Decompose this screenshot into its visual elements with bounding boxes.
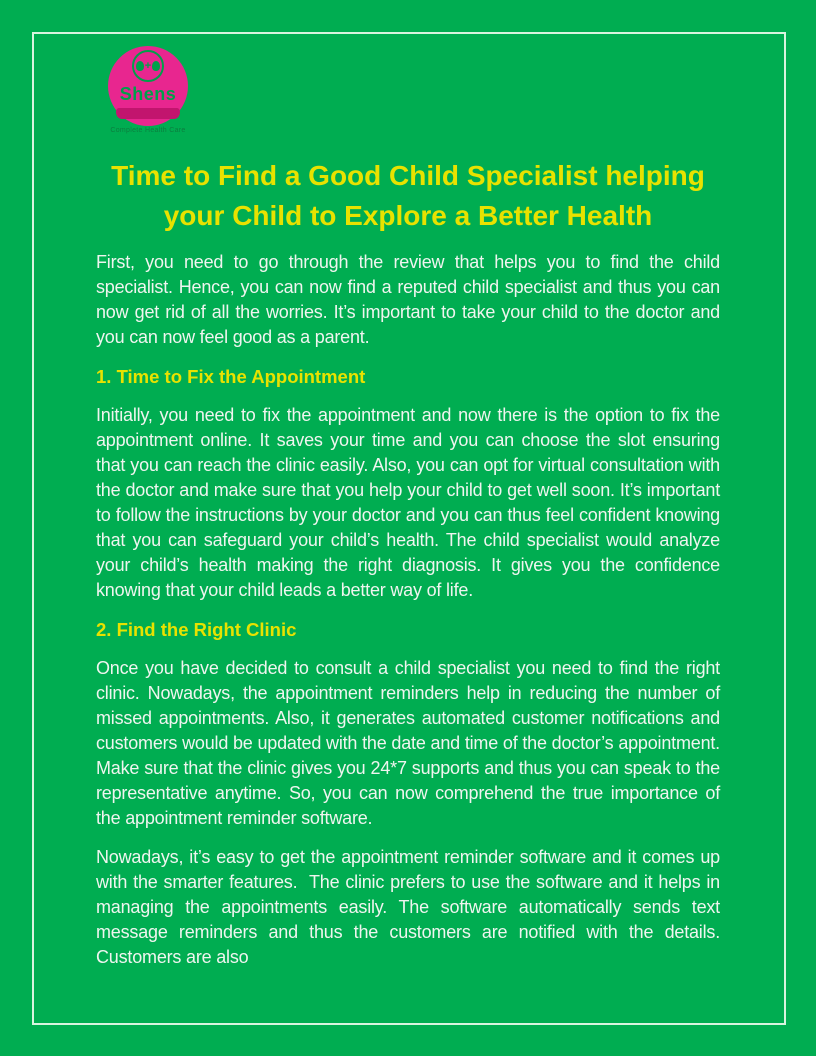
logo-emblem-left-shape: [136, 61, 144, 71]
shens-logo: [102, 46, 194, 134]
logo-emblem-right-shape: [152, 61, 160, 71]
paragraph-fix-appointment: Initially, you need to fix the appointment and now there is the option to fix the appointment online. It saves your time and you can choose the slot ensuring that you can reach the clinic easily. Also, you can opt for virtual consultation with the doctor and make sure that you help your child to get well soon. It’s important to follow the instructions by your doctor and you can thus feel confident knowing that you can safeguard your child’s health. The child specialist would analyze your child’s health making the right diagnosis. It gives you the confidence knowing that your child leads a better way of life.: [96, 405, 720, 600]
logo-name: Shens: [119, 84, 177, 104]
logo-tagline: Complete Health Care: [110, 127, 186, 134]
logo-circle: [108, 46, 188, 126]
section-heading-2: 2. Find the Right Clinic: [96, 619, 297, 640]
page-title: Time to Find a Good Child Specialist helping your Child to Explore a Better Health: [111, 160, 705, 231]
plus-icon: +: [144, 59, 152, 72]
paragraph-intro: First, you need to go through the review that helps you to find the child specialist. Hence, you can now find a reputed child specialist and thus you can now get rid of all the worries. It’s important to take your child to the doctor and you can now feel good as a parent.: [96, 252, 720, 347]
paragraph-reminder-software: Nowadays, it’s easy to get the appointment reminder software and it comes up with the smarter features. The clinic prefers to use the software and it helps in managing the appointments easily. The software automatically sends text message reminders and thus the customers are notified with the details. Customers are also: [96, 847, 720, 967]
article-body: [96, 250, 720, 970]
logo-emblem-icon: [132, 50, 164, 82]
logo-banner-ribbon: [116, 108, 180, 119]
paragraph-right-clinic: Once you have decided to consult a child specialist you need to find the right clinic. Nowadays, the appointment reminders help in reducing the number of missed appointments. Also, it generates automated customer notifications and customers would be updated with the date and time of the doctor’s appointment. Make sure that the clinic gives you 24*7 supports and thus you can speak to the representative anytime. So, you can now comprehend the true importance of the appointment reminder software.: [96, 658, 720, 828]
page-content: [0, 46, 816, 970]
section-heading-1: 1. Time to Fix the Appointment: [96, 366, 366, 387]
